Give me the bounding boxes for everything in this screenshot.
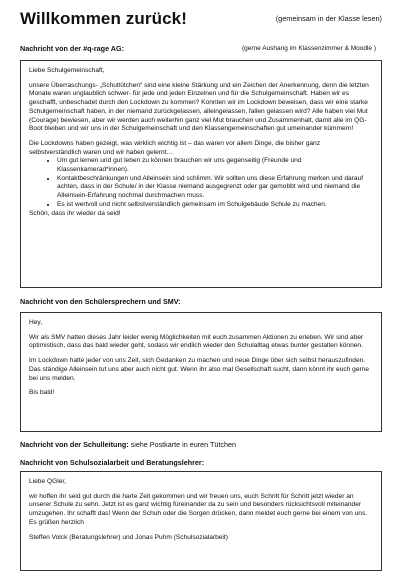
signature: Steffen Volck (Beratungslehrer) und Jonas Puhm (Schulsozialarbeit) xyxy=(29,533,228,541)
section-heading-qrage: Nachricht von der #q-rage AG: xyxy=(20,44,124,53)
closing: Bis bald! xyxy=(29,389,55,397)
section-heading-beratung: Nachricht von Schulsozialarbeit und Beratungslehrer: xyxy=(20,458,205,467)
list-item: • Kontaktbeschränkungen und Alleinsein sind schlimm. Wir sollten uns diese Erfahrung merken und darauf achten, dass in der Schule/ in der Klasse niemand ausgegrenzt oder gar gemobbt wird und niemand die Alleinsein-Erfahrung nochmal durchmachen muss. xyxy=(57,175,373,201)
message-box-beratung xyxy=(20,471,382,571)
list-item: • Um gut lernen und gut leben zu können brauchen wir uns gegenseitig (Freunde und Klassenkamerad*innen). xyxy=(57,157,373,174)
list-item: • Es ist wertvoll und nicht selbstverständlich gemeinsam im Schulgebäude Schule zu machen. xyxy=(57,201,373,210)
bullet-list xyxy=(29,157,373,209)
greeting: Liebe QGler, xyxy=(29,478,67,485)
section-heading-label: Nachricht von der Schulleitung: xyxy=(20,440,129,449)
title-row xyxy=(20,9,390,29)
section-note-qrage: (gerne Aushang im Klassenzimmer & Moodle ) xyxy=(241,45,376,52)
section-heading-text: siehe Postkarte in euren Tütchen xyxy=(128,440,236,449)
page-title: Willkommen zurück! xyxy=(20,9,187,28)
closing: Schön, dass ihr wieder da seid! xyxy=(29,209,121,217)
paragraph: wir hoffen ihr seid gut durch die harte Zeit gekommen und wir freuen uns, euch Schritt für Schritt jetzt wieder an unserer Schule zu sehn. Jetzt ist es ganz wichtig füreinander da zu sein und besonders rücksichtsvoll miteinander umzugehen. Ihr schafft das! Wenn der Schuh oder die Sorgen drücken, dann meldet euch gerne bei einem von uns. Es grüßen herzlich xyxy=(29,492,368,526)
paragraph: Im Lockdown hatte jeder von uns Zeit, sich Gedanken zu machen und neue Dinge über sich selbst herauszufinden. Das ständige Alleinsein tut uns aber auch nicht gut. Wenn ihr also mal Gesellschaft sucht, dann könnt ihr euch gerne bei uns melden. xyxy=(29,357,370,382)
greeting: Hey, xyxy=(29,319,43,326)
title-note: (gemeinsam in der Klasse lesen) xyxy=(275,14,382,23)
message-box-qrage xyxy=(20,60,382,288)
paragraph: Die Lockdowns haben gezeigt, was wirklich wichtig ist – das waren vor allem Dinge, die bisher ganz selbstverständlich waren und wir haben gelernt… xyxy=(29,139,321,156)
section-heading-smv: Nachricht von den Schülersprechern und SMV: xyxy=(20,297,181,306)
section-heading-schulleitung xyxy=(20,440,236,449)
greeting: Liebe Schulgemeinschaft, xyxy=(29,67,105,74)
message-box-smv xyxy=(20,312,382,432)
paragraph: unsere Überraschungs- „Schultütchen“ sind eine kleine Stärkung und ein Zeichen der Anerkennung, denn die letzten Monate waren unglaublich schwer- für jede und jeden Einzelnen und für die Schulgemeinschaft. Haben wir es geschafft, unbeschadet durch den Lockdown zu kommen? Konnten wir im Lockdown beweisen, dass wir eine starke Schulgemeinschaft haben, in der niemand zurückgelassen, alleingelassen, fallen gelassen wird? Alle haben viel Mut (Courage) bewiesen, aber wir werden auch weiterhin ganz viel Mut brauchen und Zusammenhalt, damit alle im QG-Boot bleiben und wir uns in der Schulgemeinschaft und den Klassengemeinschaften gut umeinander kümmern! xyxy=(29,81,369,133)
paragraph: Wir als SMV hatten dieses Jahr leider wenig Möglichkeiten mit euch zusammen Aktionen zu erleben. Wir sind aber optimistisch, dass das bald wieder geht, sodass wir endlich wieder den Schulalltag etwas bunter gestalten können. xyxy=(29,333,364,350)
